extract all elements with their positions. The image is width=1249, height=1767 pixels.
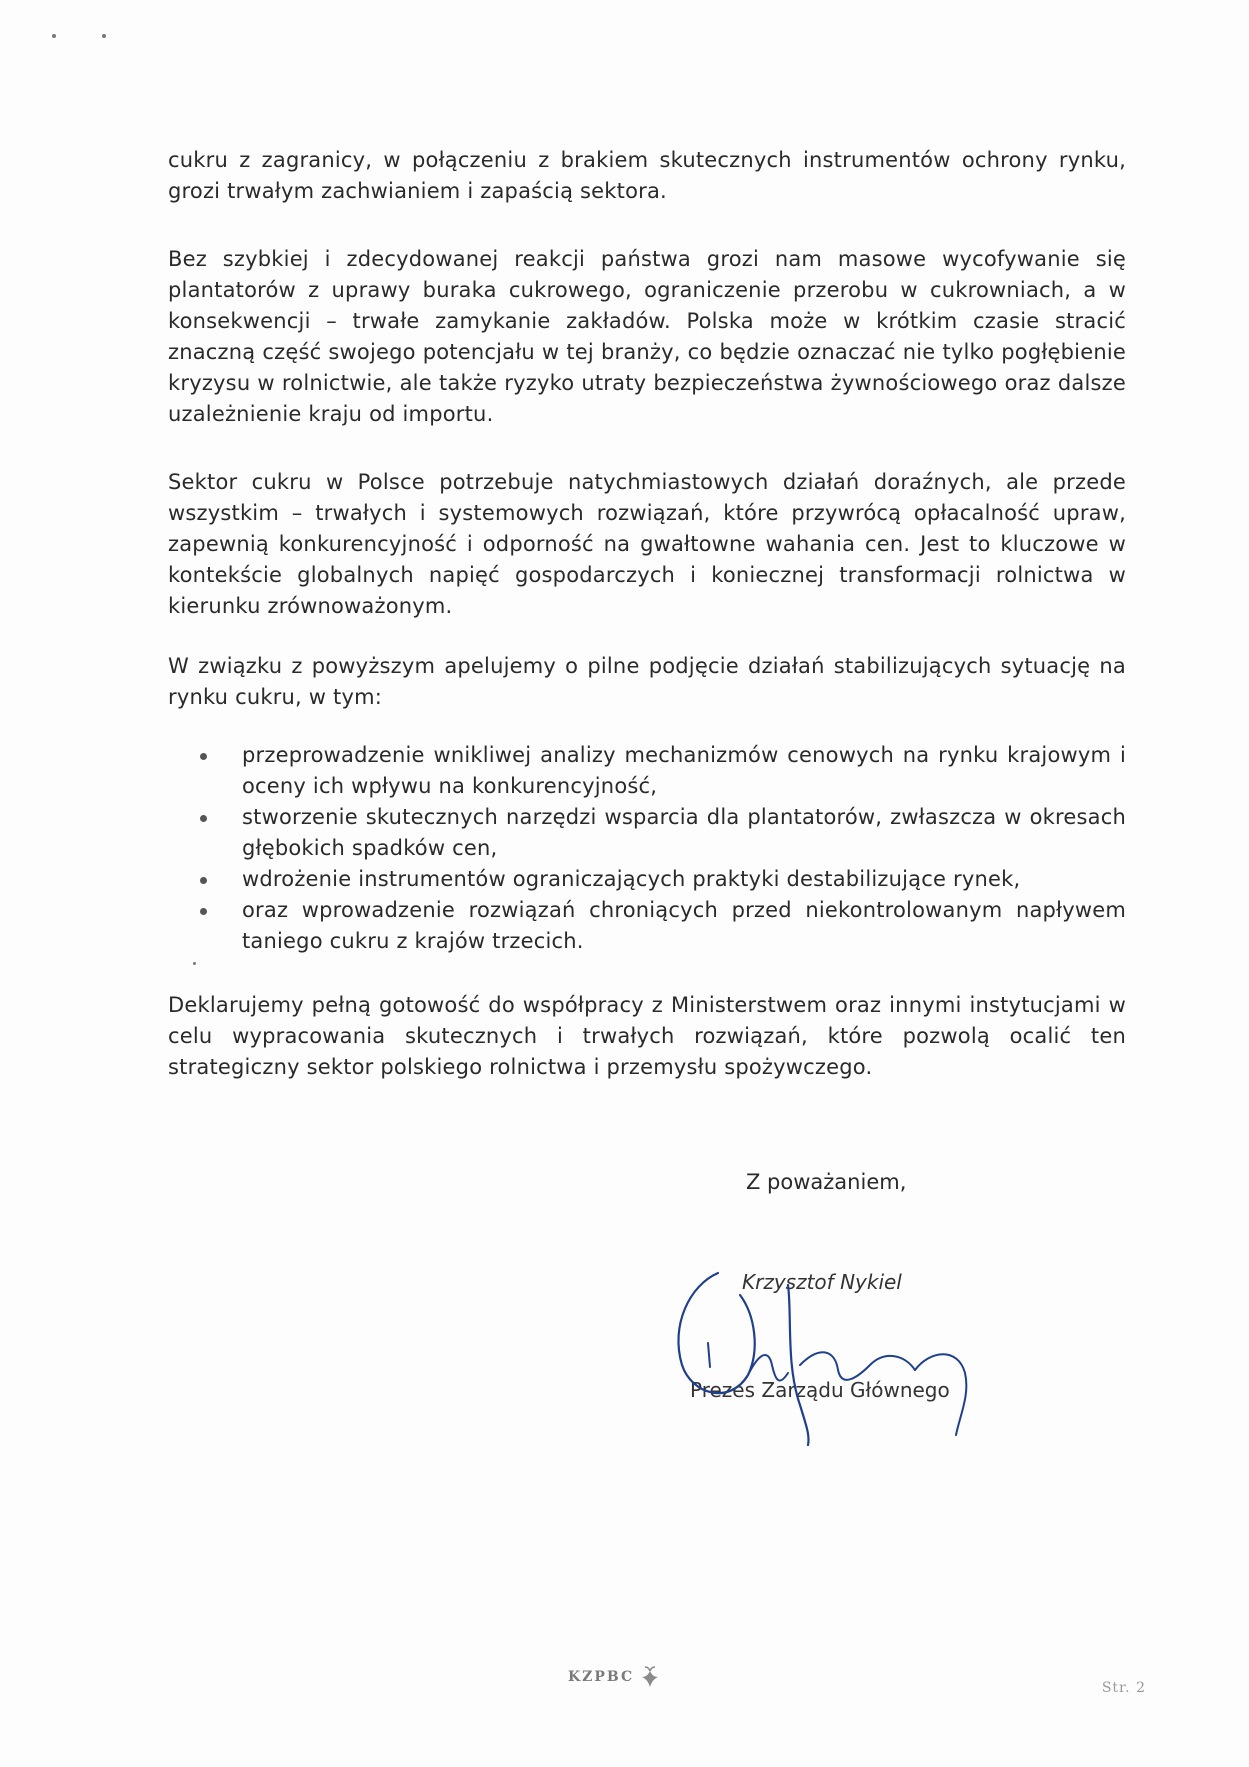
page-number: Str. 2	[1101, 1680, 1146, 1696]
bullet-dot-icon	[200, 815, 207, 822]
list-item	[200, 864, 1126, 895]
footer-logo	[568, 1665, 662, 1689]
paragraph-2-text: Bez szybkiej i zdecydowanej reakcji państwa grozi nam masowe wycofywanie się plantatorów z uprawy buraka cukrowego, ograniczenie przerobu w cukrowniach, a w konsekwencji – trwałe zamykanie zakładów. Polska może w krótkim czasie stracić znaczną część swojego potencjału w tej branży, co będzie oznaczać nie tylko pogłębienie kryzysu w rolnictwie, ale także ryzyko utraty bezpieczeństwa żywnościowego oraz dalsze uzależnienie kraju od importu.	[168, 247, 1126, 426]
footer-logo-text: KZPBC	[568, 1669, 635, 1685]
list-item-text: stworzenie skutecznych narzędzi wsparcia dla plantatorów, zwłaszcza w okresach głębokich spadków cen,	[242, 805, 1126, 860]
list-item-text: oraz wprowadzenie rozwiązań chroniących przed niekontrolowanym napływem taniego cukru z krajów trzecich.	[242, 898, 1126, 953]
list-item	[200, 895, 1126, 957]
paragraph-4-text: W związku z powyższym apelujemy o pilne podjęcie działań stabilizujących sytuację na rynku cukru, w tym:	[168, 654, 1126, 709]
paragraph-1-text: cukru z zagranicy, w połączeniu z brakiem skutecznych instrumentów ochrony rynku, grozi trwałym zachwianiem i zapaścią sektora.	[168, 148, 1126, 203]
scan-artifact	[193, 962, 196, 965]
paragraph-1	[168, 145, 1126, 207]
paragraph-4	[168, 651, 1126, 713]
list-item	[200, 802, 1126, 864]
bullet-dot-icon	[200, 753, 207, 760]
paragraph-5	[168, 990, 1126, 1083]
scan-artifact	[102, 34, 106, 38]
paragraph-2	[168, 244, 1126, 430]
signer-name: Krzysztof Nykiel	[742, 1270, 902, 1294]
beet-leaf-icon	[638, 1665, 662, 1689]
paragraph-5-text: Deklarujemy pełną gotowość do współpracy z Ministerstwem oraz innymi instytucjami w celu wypracowania skutecznych i trwałych rozwiązań, które pozwolą ocalić ten strategiczny sektor polskiego rolnictwa i przemysłu spożywczego.	[168, 993, 1126, 1079]
list-item-text: wdrożenie instrumentów ograniczających praktyki destabilizujące rynek,	[242, 867, 1021, 891]
bullet-dot-icon	[200, 908, 207, 915]
bullet-dot-icon	[200, 877, 207, 884]
handwritten-signature	[660, 1255, 980, 1455]
list-item	[200, 740, 1126, 802]
demands-list	[200, 740, 1126, 957]
list-item-text: przeprowadzenie wnikliwej analizy mechanizmów cenowych na rynku krajowym i oceny ich wpływu na konkurencyjność,	[242, 743, 1126, 798]
signer-role: Prezes Zarządu Głównego	[690, 1378, 950, 1402]
paragraph-3-text: Sektor cukru w Polsce potrzebuje natychmiastowych działań doraźnych, ale przede wszystkim – trwałych i systemowych rozwiązań, które przywrócą opłacalność upraw, zapewnią konkurencyjność i odporność na gwałtowne wahania cen. Jest to kluczowe w kontekście globalnych napięć gospodarczych i koniecznej transformacji rolnictwa w kierunku zrównoważonym.	[168, 470, 1126, 618]
paragraph-3	[168, 467, 1126, 622]
scan-artifact	[52, 34, 56, 38]
closing-salutation: Z poważaniem,	[746, 1170, 907, 1194]
